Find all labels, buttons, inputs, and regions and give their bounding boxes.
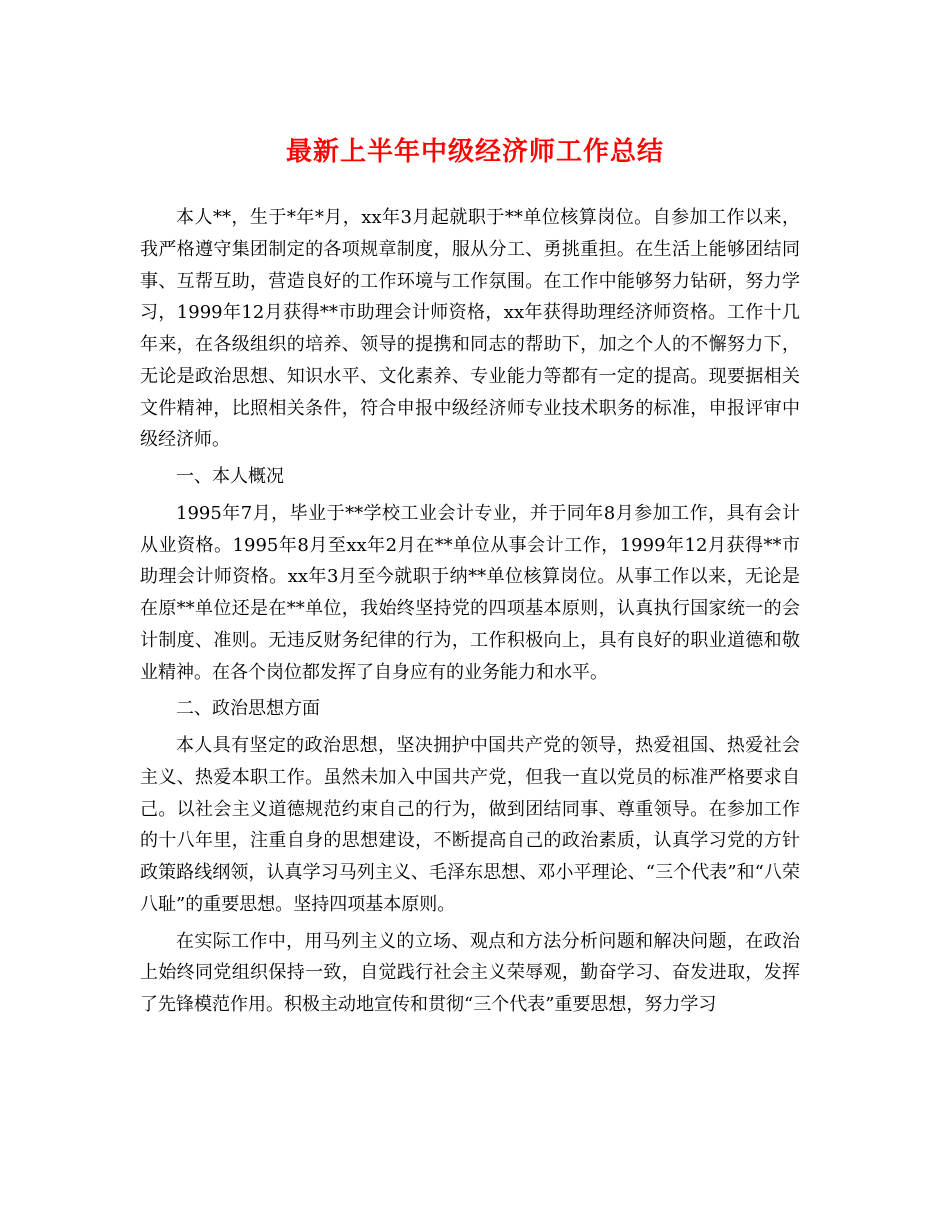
section-heading-political: 二、政治思想方面 xyxy=(176,698,320,720)
document-body xyxy=(140,202,800,1026)
paragraph-intro: 本人**，生于*年*月，xx年3月起就职于**单位核算岗位。自参加工作以来，我严格遵守集团制定的各项规章制度，服从分工、勇挑重担。在生活上能够团结同事、互帮互助，营造良好的工作环境与工作氛围。在工作中能够努力钻研，努力学习，1999年12月获得**市助理会计师资格，xx年获得助理经济师资格。工作十几年来，在各级组织的培养、领导的提携和同志的帮助下，加之个人的不懈努力下，无论是政治思想、知识水平、文化素养、专业能力等都有一定的提高。现要据相关文件精神，比照相关条件，符合申报中级经济师专业技术职务的标准，申报评审中级经济师。 xyxy=(140,207,800,451)
section-heading-overview: 一、本人概况 xyxy=(176,466,284,487)
paragraph-political-1: 本人具有坚定的政治思想，坚决拥护中国共产党的领导，热爱祖国、热爱社会主义、热爱本职工作。虽然未加入中国共产党，但我一直以党员的标准严格要求自己。以社会主义道德规范约束自己的行为，做到团结同事、尊重领导。在参加工作的十八年里，注重自身的思想建设，不断提高自己的政治素质，认真学习党的方针政策路线纲领，认真学习马列主义、毛泽东思想、邓小平理论、“三个代表”和“八荣八耻”的重要思想。坚持四项基本原则。 xyxy=(140,735,800,915)
paragraph-overview: 1995年7月，毕业于**学校工业会计专业，并于同年8月参加工作，具有会计从业资格。1995年8月至xx年2月在**单位从事会计工作，1999年12月获得**市助理会计师资格。xx年3月至今就职于纳**单位核算岗位。从事工作以来，无论是在原**单位还是在**单位，我始终坚持党的四项基本原则，认真执行国家统一的会计制度、准则。无违反财务纪律的行为，工作积极向上，具有良好的职业道德和敬业精神。在各个岗位都发挥了自身应有的业务能力和水平。 xyxy=(140,502,800,683)
paragraph-political-2: 在实际工作中，用马列主义的立场、观点和方法分析问题和解决问题，在政治上始终同党组织保持一致，自觉践行社会主义荣辱观，勤奋学习、奋发进取，发挥了先锋模范作用。积极主动地宣传和贯彻“三个代表”重要思想，努力学习 xyxy=(140,930,800,1015)
document-title: 最新上半年中级经济师工作总结 xyxy=(285,137,664,167)
